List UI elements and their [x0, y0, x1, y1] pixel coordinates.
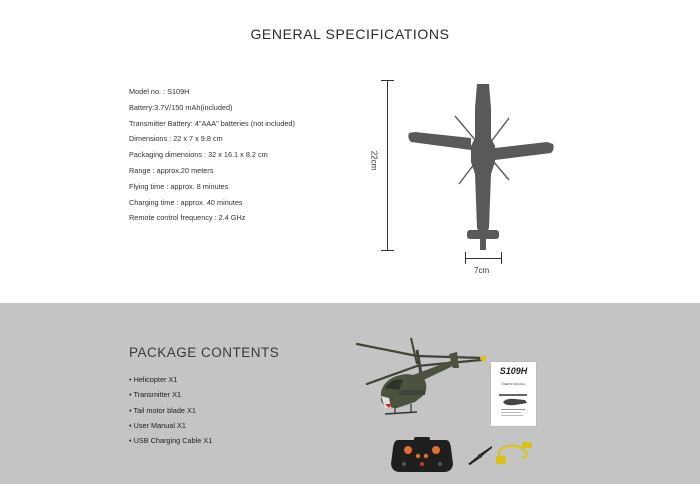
spec-item: Battery:3.7V/150 mAh(included)	[129, 102, 233, 112]
package-contents-section	[0, 303, 700, 484]
width-dimension-right-tick	[501, 252, 502, 264]
width-dimension-line	[465, 258, 502, 259]
helicopter-product-image	[355, 334, 490, 426]
spec-item: Packaging dimensions : 32 x 16.1 x 8.2 cm	[129, 150, 268, 160]
package-item: • USB Charging Cable X1	[129, 436, 213, 446]
height-label: 22cm	[369, 150, 379, 171]
manual-subtitle: USER'S MANUAL	[501, 382, 526, 386]
spec-item: Charging time : approx. 40 minutes	[129, 197, 243, 207]
height-dimension-bottom-tick	[381, 250, 394, 251]
tail-motor-blade-image	[466, 444, 494, 466]
transmitter-image	[390, 434, 454, 474]
manual-brand-logo: S109H	[499, 366, 528, 376]
section-title: GENERAL SPECIFICATIONS	[250, 26, 450, 42]
package-contents-list	[129, 374, 212, 450]
height-dimension-top-tick	[381, 80, 394, 81]
helicopter-silhouette-icon	[405, 78, 557, 254]
usb-charging-cable-image	[494, 440, 534, 466]
package-item: • Tail motor blade X1	[129, 405, 196, 415]
height-dimension-line	[387, 80, 388, 250]
manual-helicopter-illustration	[495, 388, 532, 420]
spec-item: Flying time : approx. 8 minutes	[129, 181, 229, 191]
spec-item: Remote control frequency : 2.4 GHz	[129, 213, 246, 223]
spec-item: Model no. : S109H	[129, 87, 190, 96]
width-label: 7cm	[474, 266, 490, 275]
package-contents-title: PACKAGE CONTENTS	[129, 345, 280, 360]
spec-item: Transmitter Battery: 4"AAA" batteries (not included)	[129, 118, 295, 128]
package-item: • Helicopter X1	[129, 375, 178, 384]
spec-item: Dimensions : 22 x 7 x 9.8 cm	[129, 134, 223, 144]
width-dimension-left-tick	[465, 252, 466, 264]
spec-item: Range : approx.20 meters	[129, 165, 214, 175]
user-manual-image	[491, 362, 536, 426]
specs-list	[129, 86, 295, 228]
package-item: • User Manual X1	[129, 420, 186, 430]
package-item: • Transmitter X1	[129, 390, 182, 400]
